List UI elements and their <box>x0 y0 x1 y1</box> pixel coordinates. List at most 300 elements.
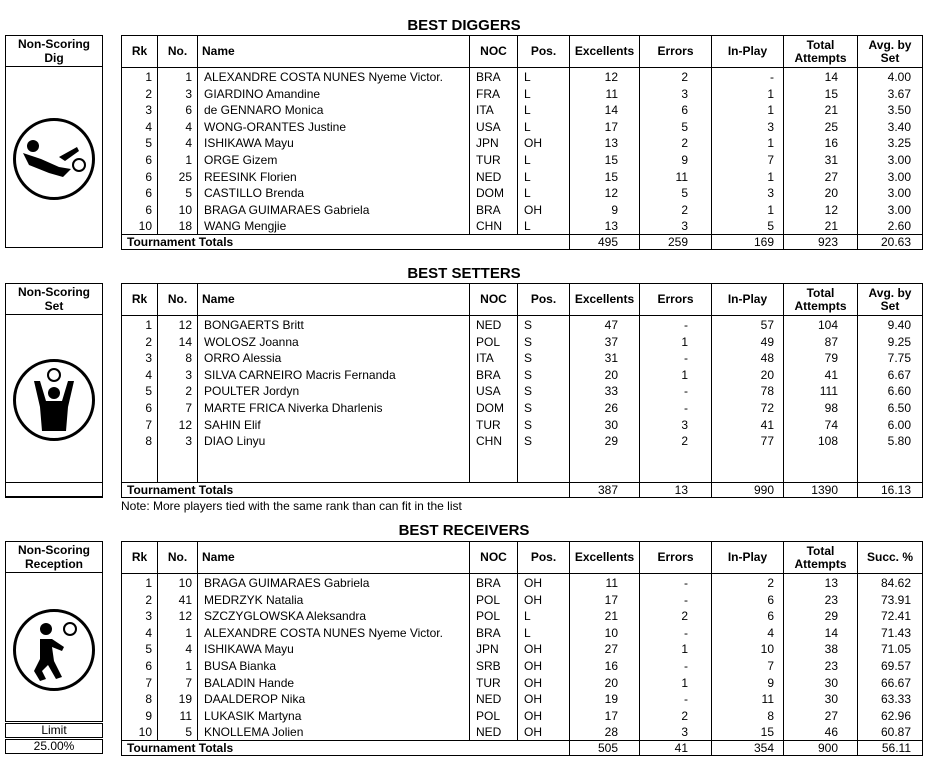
receivers-cell-noc: POL <box>476 592 501 607</box>
setters-col-pos: Pos. <box>518 284 570 315</box>
receivers-col-noc: NOC <box>470 542 518 573</box>
diggers-cell-noc: CHN <box>476 219 502 234</box>
setters-foot-box <box>5 482 103 497</box>
diggers-cell-inplay: 5 <box>767 219 774 234</box>
receivers-cell-excellents: 20 <box>604 675 618 690</box>
setters-cell-errors: - <box>684 384 688 399</box>
diggers-cell-pos: L <box>524 70 531 84</box>
setters-cell-name: BONGAERTS Britt <box>204 318 304 332</box>
receivers-cell-noc: POL <box>476 609 501 624</box>
table-row <box>122 152 922 169</box>
receivers-cell-no: 41 <box>178 592 192 607</box>
diggers-skill-panel <box>5 35 103 248</box>
receivers-col-name: Name <box>198 542 470 573</box>
column-divider <box>639 235 640 249</box>
receivers-cell-succ_pct: 63.33 <box>880 692 911 707</box>
setters-cell-noc: POL <box>476 334 501 349</box>
totals-avg: 16.13 <box>880 483 911 497</box>
receivers-cell-noc: SRB <box>476 659 501 673</box>
setters-cell-noc: BRA <box>476 367 501 382</box>
receivers-cell-no: 4 <box>185 642 192 657</box>
receivers-cell-total_attempts: 30 <box>824 692 838 707</box>
setters-cell-inplay: 49 <box>760 334 774 349</box>
receivers-cell-total_attempts: 29 <box>824 609 838 624</box>
setters-cell-total_attempts: 108 <box>817 434 838 449</box>
diggers-cell-name: de GENNARO Monica <box>204 103 324 118</box>
table-row <box>122 658 922 675</box>
diggers-cell-pos: L <box>524 153 531 167</box>
setters-cell-errors: 1 <box>681 367 688 382</box>
column-divider <box>857 483 858 497</box>
receivers-cell-name: MEDRZYK Natalia <box>204 592 304 607</box>
receivers-cell-excellents: 19 <box>604 692 618 707</box>
receivers-cell-errors: - <box>684 659 688 673</box>
receivers-col-total_attempts: Total Attempts <box>784 542 858 573</box>
table-row <box>122 185 922 202</box>
diggers-col-name: Name <box>198 36 470 67</box>
diggers-cell-pos: OH <box>524 136 542 151</box>
totals-excellents: 505 <box>597 741 618 755</box>
setters-cell-name: MARTE FRICA Niverka Dharlenis <box>204 401 383 415</box>
diggers-col-pos: Pos. <box>518 36 570 67</box>
setters-cell-inplay: 77 <box>760 434 774 449</box>
diggers-cell-no: 1 <box>185 70 192 84</box>
receivers-cell-name: ISHIKAWA Mayu <box>204 642 294 657</box>
receivers-cell-excellents: 16 <box>604 659 618 673</box>
receivers-cell-errors: 2 <box>681 708 688 723</box>
setters-cell-avg_by_set: 6.60 <box>887 384 911 399</box>
diggers-cell-total_attempts: 21 <box>824 219 838 234</box>
receivers-cell-succ_pct: 73.91 <box>880 592 911 607</box>
totals-attempts: 923 <box>817 235 838 249</box>
diggers-cell-errors: 5 <box>681 119 688 134</box>
receivers-cell-pos: L <box>524 625 531 640</box>
setters-col-inplay: In-Play <box>712 284 784 315</box>
receivers-cell-inplay: 6 <box>767 609 774 624</box>
table-row <box>122 608 922 625</box>
totals-inplay: 169 <box>753 235 774 249</box>
setters-cell-excellents: 37 <box>604 334 618 349</box>
diggers-cell-name: GIARDINO Amandine <box>204 86 321 101</box>
receivers-cell-rk: 3 <box>145 609 152 624</box>
setters-cell-rk: 4 <box>145 367 152 382</box>
receivers-cell-pos: OH <box>524 642 542 657</box>
setters-cell-pos: S <box>524 384 533 399</box>
diggers-col-rk: Rk <box>122 36 158 67</box>
receivers-cell-noc: NED <box>476 725 502 740</box>
receivers-cell-inplay: 9 <box>767 675 774 690</box>
receivers-cell-succ_pct: 60.87 <box>880 725 911 740</box>
receivers-table <box>121 541 923 756</box>
receivers-cell-inplay: 8 <box>767 708 774 723</box>
diggers-cell-errors: 9 <box>681 153 688 167</box>
diggers-cell-noc: TUR <box>476 153 501 167</box>
receivers-cell-total_attempts: 13 <box>824 576 838 590</box>
diggers-cell-noc: ITA <box>476 103 494 118</box>
totals-avg: 56.11 <box>881 741 911 755</box>
totals-errors: 13 <box>674 483 688 497</box>
diggers-cell-total_attempts: 25 <box>824 119 838 134</box>
setters-cell-inplay: 48 <box>760 351 774 366</box>
setters-col-total_attempts: Total Attempts <box>784 284 858 315</box>
receivers-cell-inplay: 11 <box>761 692 774 707</box>
table-row <box>122 592 922 609</box>
diggers-cell-no: 25 <box>178 169 192 184</box>
dig-icon <box>13 118 95 200</box>
receivers-cell-name: KNOLLEMA Jolien <box>204 725 304 740</box>
setters-cell-errors: 2 <box>681 434 688 449</box>
column-divider <box>569 483 570 497</box>
diggers-cell-errors: 2 <box>681 136 688 151</box>
diggers-cell-avg_by_set: 4.00 <box>887 70 911 84</box>
diggers-cell-no: 18 <box>178 219 192 234</box>
setters-cell-rk: 1 <box>145 318 152 332</box>
setters-cell-errors: 1 <box>681 334 688 349</box>
receivers-skill-panel <box>5 541 103 722</box>
setters-cell-no: 3 <box>185 434 192 449</box>
column-divider <box>711 235 712 249</box>
receivers-cell-pos: OH <box>524 659 542 673</box>
diggers-cell-name: BRAGA GUIMARAES Gabriela <box>204 202 370 217</box>
diggers-cell-errors: 3 <box>681 86 688 101</box>
receivers-cell-excellents: 21 <box>604 609 618 624</box>
receivers-cell-name: SZCZYGLOWSKA Aleksandra <box>204 609 367 624</box>
receivers-header-row <box>122 542 922 574</box>
diggers-cell-pos: L <box>524 86 531 101</box>
receivers-cell-pos: L <box>524 609 531 624</box>
receivers-cell-rk: 6 <box>145 659 152 673</box>
receivers-cell-succ_pct: 71.05 <box>880 642 911 657</box>
receivers-cell-total_attempts: 38 <box>824 642 838 657</box>
receivers-col-errors: Errors <box>640 542 712 573</box>
column-divider <box>711 483 712 497</box>
setters-cell-excellents: 31 <box>604 351 618 366</box>
diggers-cell-name: WONG-ORANTES Justine <box>204 119 347 134</box>
receivers-cell-pos: OH <box>524 576 542 590</box>
receivers-cell-succ_pct: 84.62 <box>880 576 911 590</box>
receivers-cell-no: 19 <box>178 692 192 707</box>
setters-cell-noc: DOM <box>476 401 504 415</box>
setters-cell-inplay: 20 <box>760 367 774 382</box>
diggers-table <box>121 35 923 250</box>
table-row <box>122 218 922 235</box>
table-row <box>122 383 922 400</box>
receivers-cell-excellents: 27 <box>604 642 618 657</box>
setters-cell-pos: S <box>524 351 533 366</box>
receivers-cell-inplay: 7 <box>767 659 774 673</box>
receivers-cell-inplay: 10 <box>760 642 774 657</box>
totals-label: Tournament Totals <box>127 483 234 497</box>
setters-cell-errors: 3 <box>681 417 688 432</box>
diggers-cell-no: 6 <box>185 103 192 118</box>
setters-cell-excellents: 33 <box>604 384 618 399</box>
diggers-cell-avg_by_set: 3.00 <box>887 186 911 201</box>
setters-cell-rk: 7 <box>145 417 152 432</box>
receivers-cell-rk: 10 <box>138 725 152 740</box>
diggers-col-total_attempts: Total Attempts <box>784 36 858 67</box>
diggers-cell-total_attempts: 15 <box>824 86 838 101</box>
receivers-cell-excellents: 10 <box>604 625 618 640</box>
column-divider <box>569 235 570 249</box>
setters-cell-rk: 2 <box>145 334 152 349</box>
diggers-cell-noc: BRA <box>476 70 501 84</box>
receivers-cell-pos: OH <box>524 708 542 723</box>
diggers-header-row <box>122 36 922 68</box>
diggers-cell-errors: 5 <box>681 186 688 201</box>
column-divider <box>569 741 570 755</box>
receivers-cell-name: LUKASIK Martyna <box>204 708 302 723</box>
setters-totals-row <box>122 482 922 497</box>
diggers-cell-rk: 5 <box>145 136 152 151</box>
diggers-cell-inplay: 7 <box>767 153 774 167</box>
setters-cell-no: 3 <box>185 367 192 382</box>
diggers-cell-excellents: 12 <box>604 70 618 84</box>
receivers-cell-no: 1 <box>185 625 192 640</box>
diggers-cell-rk: 6 <box>145 153 152 167</box>
receivers-cell-errors: - <box>684 692 688 707</box>
diggers-cell-rk: 6 <box>145 202 152 217</box>
diggers-cell-inplay: 3 <box>767 186 774 201</box>
diggers-cell-total_attempts: 20 <box>824 186 838 201</box>
table-row <box>122 417 922 434</box>
setters-cell-noc: USA <box>476 384 501 399</box>
setters-cell-no: 12 <box>178 318 192 332</box>
setters-cell-excellents: 26 <box>604 401 618 415</box>
column-divider <box>783 235 784 249</box>
totals-attempts: 900 <box>817 741 838 755</box>
receivers-col-no: No. <box>158 542 198 573</box>
column-divider <box>857 235 858 249</box>
receivers-cell-rk: 9 <box>145 708 152 723</box>
diggers-cell-noc: BRA <box>476 202 501 217</box>
receivers-cell-succ_pct: 66.67 <box>880 675 911 690</box>
column-divider <box>857 741 858 755</box>
setters-note: Note: More players tied with the same rank than can fit in the list <box>121 499 462 513</box>
diggers-cell-name: WANG Mengjie <box>204 219 287 234</box>
setters-cell-avg_by_set: 9.40 <box>887 318 911 332</box>
column-divider <box>639 483 640 497</box>
column-divider <box>711 741 712 755</box>
table-row <box>122 317 922 334</box>
receivers-cell-name: ALEXANDRE COSTA NUNES Nyeme Victor. <box>204 625 443 640</box>
receivers-cell-errors: 3 <box>681 725 688 740</box>
table-row <box>122 119 922 136</box>
setters-category-label: Non-Scoring Set <box>6 284 102 315</box>
diggers-col-no: No. <box>158 36 198 67</box>
receivers-cell-pos: OH <box>524 592 542 607</box>
setters-header-row <box>122 284 922 316</box>
totals-excellents: 495 <box>597 235 618 249</box>
diggers-cell-avg_by_set: 3.67 <box>887 86 911 101</box>
receivers-cell-noc: NED <box>476 692 502 707</box>
diggers-cell-excellents: 12 <box>604 186 618 201</box>
diggers-cell-name: ALEXANDRE COSTA NUNES Nyeme Victor. <box>204 70 443 84</box>
setters-cell-excellents: 29 <box>604 434 618 449</box>
table-row <box>122 575 922 592</box>
diggers-cell-total_attempts: 21 <box>824 103 838 118</box>
diggers-category-label: Non-Scoring Dig <box>6 36 102 67</box>
table-row <box>122 334 922 351</box>
setters-cell-rk: 3 <box>145 351 152 366</box>
receivers-cell-no: 5 <box>185 725 192 740</box>
diggers-cell-avg_by_set: 3.00 <box>887 153 911 167</box>
diggers-cell-excellents: 15 <box>604 169 618 184</box>
receivers-cell-noc: BRA <box>476 625 501 640</box>
diggers-cell-excellents: 14 <box>604 103 618 118</box>
setters-cell-total_attempts: 98 <box>824 401 838 415</box>
table-row <box>122 625 922 642</box>
diggers-cell-noc: FRA <box>476 86 500 101</box>
setters-cell-name: ORRO Alessia <box>204 351 282 366</box>
receivers-cell-total_attempts: 46 <box>824 725 838 740</box>
diggers-col-noc: NOC <box>470 36 518 67</box>
receivers-cell-succ_pct: 69.57 <box>880 659 911 673</box>
receivers-col-rk: Rk <box>122 542 158 573</box>
receivers-totals-row <box>122 740 922 755</box>
set-icon <box>13 359 95 441</box>
diggers-cell-inplay: 1 <box>767 202 774 217</box>
diggers-cell-total_attempts: 27 <box>824 169 838 184</box>
receivers-cell-rk: 5 <box>145 642 152 657</box>
diggers-cell-errors: 11 <box>675 169 688 184</box>
setters-cell-inplay: 72 <box>760 401 774 415</box>
table-row <box>122 724 922 741</box>
receivers-cell-succ_pct: 71.43 <box>880 625 911 640</box>
setters-cell-avg_by_set: 6.00 <box>887 417 911 432</box>
diggers-cell-name: ORGE Gizem <box>204 153 278 167</box>
diggers-cell-name: ISHIKAWA Mayu <box>204 136 294 151</box>
setters-skill-panel <box>5 283 103 498</box>
setters-cell-name: DIAO Linyu <box>204 434 266 449</box>
setters-col-no: No. <box>158 284 198 315</box>
setters-cell-excellents: 47 <box>604 318 618 332</box>
table-row <box>122 708 922 725</box>
table-row <box>122 202 922 219</box>
receivers-limit-label: Limit <box>5 723 103 738</box>
receivers-cell-rk: 8 <box>145 692 152 707</box>
diggers-col-errors: Errors <box>640 36 712 67</box>
receivers-cell-errors: - <box>684 592 688 607</box>
receivers-limit-value: 25.00% <box>5 739 103 754</box>
receivers-cell-pos: OH <box>524 692 542 707</box>
diggers-cell-no: 5 <box>185 186 192 201</box>
setters-table <box>121 283 923 498</box>
diggers-cell-pos: L <box>524 103 531 118</box>
receivers-col-inplay: In-Play <box>712 542 784 573</box>
diggers-cell-errors: 2 <box>681 70 688 84</box>
diggers-cell-excellents: 17 <box>604 119 618 134</box>
diggers-cell-noc: USA <box>476 119 501 134</box>
receivers-col-pos: Pos. <box>518 542 570 573</box>
setters-cell-avg_by_set: 7.75 <box>887 351 911 366</box>
setters-col-errors: Errors <box>640 284 712 315</box>
totals-avg: 20.63 <box>880 235 911 249</box>
receivers-cell-rk: 7 <box>145 675 152 690</box>
totals-inplay: 990 <box>753 483 774 497</box>
receivers-cell-excellents: 17 <box>604 592 618 607</box>
diggers-col-excellents: Excellents <box>570 36 640 67</box>
diggers-cell-rk: 2 <box>145 86 152 101</box>
setters-cell-pos: S <box>524 434 533 449</box>
diggers-cell-total_attempts: 16 <box>824 136 838 151</box>
diggers-cell-pos: L <box>524 219 531 234</box>
receivers-col-excellents: Excellents <box>570 542 640 573</box>
diggers-cell-rk: 6 <box>145 169 152 184</box>
receivers-cell-errors: 1 <box>681 642 688 657</box>
diggers-cell-avg_by_set: 3.25 <box>887 136 911 151</box>
receivers-cell-inplay: 2 <box>767 576 774 590</box>
setters-cell-total_attempts: 111 <box>819 384 838 399</box>
receivers-cell-inplay: 15 <box>760 725 774 740</box>
setters-cell-no: 2 <box>185 384 192 399</box>
setters-cell-no: 7 <box>185 401 192 415</box>
receivers-cell-errors: - <box>684 625 688 640</box>
diggers-cell-rk: 6 <box>145 186 152 201</box>
diggers-col-inplay: In-Play <box>712 36 784 67</box>
table-row <box>122 350 922 367</box>
diggers-cell-no: 3 <box>185 86 192 101</box>
diggers-cell-inplay: 1 <box>767 136 774 151</box>
setters-cell-errors: - <box>684 318 688 332</box>
setters-cell-noc: NED <box>476 318 502 332</box>
receivers-cell-total_attempts: 23 <box>824 659 838 673</box>
receivers-cell-inplay: 4 <box>767 625 774 640</box>
diggers-cell-no: 4 <box>185 119 192 134</box>
diggers-cell-excellents: 11 <box>605 86 618 101</box>
diggers-cell-pos: L <box>524 119 531 134</box>
diggers-cell-total_attempts: 14 <box>824 70 838 84</box>
receivers-cell-noc: JPN <box>476 642 499 657</box>
diggers-cell-rk: 10 <box>138 219 152 234</box>
setters-cell-errors: - <box>684 351 688 366</box>
receivers-cell-excellents: 28 <box>604 725 618 740</box>
diggers-cell-name: REESINK Florien <box>204 169 297 184</box>
diggers-cell-total_attempts: 31 <box>824 153 838 167</box>
table-row <box>122 691 922 708</box>
receivers-cell-errors: - <box>684 576 688 590</box>
setters-cell-avg_by_set: 6.50 <box>887 401 911 415</box>
setters-cell-total_attempts: 104 <box>817 318 838 332</box>
receivers-cell-name: BRAGA GUIMARAES Gabriela <box>204 576 370 590</box>
diggers-cell-inplay: 1 <box>767 169 774 184</box>
diggers-cell-inplay: 1 <box>767 86 774 101</box>
setters-cell-name: POULTER Jordyn <box>204 384 300 399</box>
diggers-cell-avg_by_set: 3.40 <box>887 119 911 134</box>
receivers-cell-noc: POL <box>476 708 501 723</box>
setters-col-rk: Rk <box>122 284 158 315</box>
setters-cell-noc: TUR <box>476 417 501 432</box>
diggers-cell-no: 10 <box>178 202 192 217</box>
receivers-cell-succ_pct: 72.41 <box>880 609 911 624</box>
totals-inplay: 354 <box>753 741 774 755</box>
setters-cell-pos: S <box>524 401 533 415</box>
table-row <box>122 169 922 186</box>
table-row <box>122 367 922 384</box>
receivers-cell-noc: TUR <box>476 675 501 690</box>
diggers-cell-no: 4 <box>185 136 192 151</box>
diggers-cell-inplay: - <box>770 70 774 84</box>
diggers-cell-excellents: 15 <box>604 153 618 167</box>
totals-excellents: 387 <box>597 483 618 497</box>
setters-cell-pos: S <box>524 367 533 382</box>
receivers-cell-name: BUSA Bianka <box>204 659 277 673</box>
reception-icon <box>13 609 95 691</box>
setters-cell-errors: - <box>684 401 688 415</box>
setters-col-excellents: Excellents <box>570 284 640 315</box>
diggers-cell-avg_by_set: 3.00 <box>887 169 911 184</box>
diggers-cell-total_attempts: 12 <box>824 202 838 217</box>
setters-cell-excellents: 30 <box>604 417 618 432</box>
